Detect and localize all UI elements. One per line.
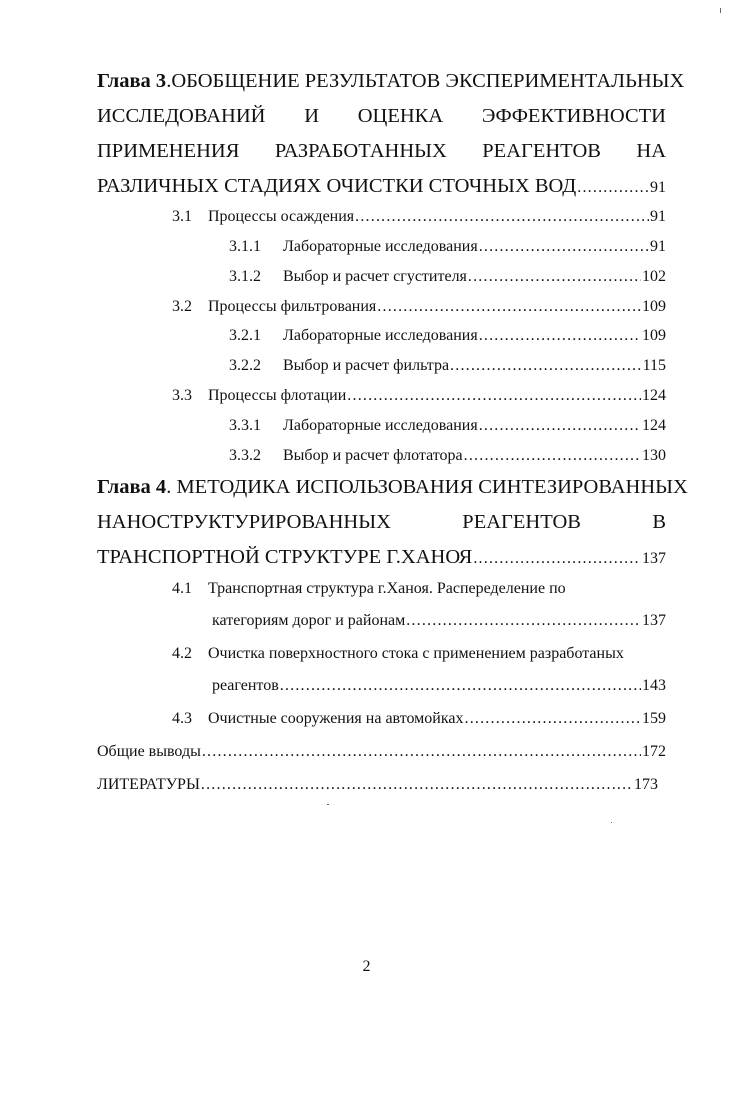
dot-leader <box>201 776 633 794</box>
chapter4-word: В <box>652 511 666 533</box>
chapter3-line4 <box>97 175 666 198</box>
toc-entry-references[interactable] <box>97 776 658 794</box>
toc-title: Транспортная структура г.Ханоя. Распеределение по <box>208 580 566 597</box>
dot-leader <box>479 238 649 256</box>
toc-number: 3.3.2 <box>229 447 261 464</box>
chapter4-title-part3: ТРАНСПОРТНОЙ СТРУКТУРЕ Г.ХАНОЯ <box>97 546 473 568</box>
toc-title: Процессы флотации <box>208 387 347 404</box>
dot-leader <box>464 447 641 465</box>
chapter4-line2 <box>97 511 666 534</box>
dot-leader <box>202 743 641 761</box>
chapter3-prefix: Глава 3 <box>97 70 167 92</box>
chapter3-word: ИССЛЕДОВАНИЙ <box>97 105 266 127</box>
chapter3-line2 <box>97 105 666 128</box>
toc-title: Лабораторные исследования <box>283 327 478 344</box>
toc-title: Очистка поверхностного стока с применением разработаных <box>208 645 624 662</box>
toc-title: Процессы осаждения <box>208 208 355 225</box>
toc-page: 91 <box>650 238 666 255</box>
chapter3-word: РЕАГЕНТОВ <box>482 140 601 162</box>
chapter3-word: ОЦЕНКА <box>357 105 444 127</box>
toc-entry-3-2-2[interactable] <box>229 357 666 375</box>
chapter4-page: 137 <box>642 550 666 567</box>
toc-page: 124 <box>642 387 666 404</box>
toc-entry-3-1-1[interactable] <box>229 238 666 256</box>
dot-leader <box>280 677 641 695</box>
toc-page: 124 <box>642 417 666 434</box>
toc-page: 172 <box>642 743 666 760</box>
toc-title: Лабораторные исследования <box>283 417 478 434</box>
toc-entry-4-3[interactable] <box>172 710 666 728</box>
toc-entry-3-2-1[interactable] <box>229 327 666 345</box>
toc-number: 3.1.2 <box>229 268 261 285</box>
toc-page: 143 <box>642 677 666 694</box>
toc-number: 4.2 <box>172 645 192 662</box>
toc-title: Выбор и расчет флотатора <box>283 447 463 464</box>
toc-entry-4-2-line1[interactable] <box>172 645 624 663</box>
toc-title: Выбор и расчет фильтра <box>283 357 450 374</box>
chapter3-line3 <box>97 140 666 163</box>
toc-title: Общие выводы <box>97 743 201 760</box>
chapter3-word: НА <box>636 140 666 162</box>
chapter3-page: 91 <box>650 179 666 196</box>
toc-entry-4-1-line2[interactable] <box>212 612 666 630</box>
toc-page: 115 <box>642 357 666 374</box>
dot-leader <box>450 357 642 375</box>
dot-leader <box>473 550 641 568</box>
toc-entry-4-2-line2[interactable] <box>212 677 666 695</box>
toc-page: 109 <box>642 298 666 315</box>
chapter3-word: ЭФФЕКТИВНОСТИ <box>481 105 666 127</box>
dot-leader <box>465 710 642 728</box>
dot-leader <box>577 179 649 197</box>
toc-entry-conclusions[interactable] <box>97 743 666 761</box>
dot-leader <box>355 208 649 226</box>
toc-title: Лабораторные исследования <box>283 238 478 255</box>
toc-page: 159 <box>642 710 666 727</box>
toc-entry-3-1-2[interactable] <box>229 268 666 286</box>
toc-number: 3.1 <box>172 208 192 225</box>
toc-number: 4.3 <box>172 710 192 727</box>
toc-page: 173 <box>634 776 658 793</box>
toc-number: 4.1 <box>172 580 192 597</box>
toc-title: Очистные сооружения на автомойках <box>208 710 464 727</box>
toc-page: 137 <box>642 612 666 629</box>
toc-number: 3.2.2 <box>229 357 261 374</box>
chapter4-line1 <box>97 476 688 499</box>
toc-title: Процессы фильтрования <box>208 298 377 315</box>
scan-speck <box>327 804 329 805</box>
scan-speck <box>720 8 721 13</box>
chapter3-word: И <box>304 105 320 127</box>
toc-number: 3.1.1 <box>229 238 261 255</box>
scan-speck <box>611 822 612 823</box>
toc-entry-3-3-1[interactable] <box>229 417 666 435</box>
chapter4-prefix: Глава 4 <box>97 476 167 498</box>
toc-title: реагентов <box>212 677 279 694</box>
toc-page: 102 <box>642 268 666 285</box>
toc-number: 3.2.1 <box>229 327 261 344</box>
dot-leader <box>479 417 641 435</box>
toc-page: 91 <box>650 208 666 225</box>
chapter4-line3 <box>97 546 666 569</box>
chapter3-title-part4: РАЗЛИЧНЫХ СТАДИЯХ ОЧИСТКИ СТОЧНЫХ ВОД <box>97 175 577 197</box>
chapter3-word: ПРИМЕНЕНИЯ <box>97 140 240 162</box>
dot-leader <box>377 298 641 316</box>
toc-number: 3.2 <box>172 298 192 315</box>
chapter3-word: РАЗРАБОТАННЫХ <box>274 140 447 162</box>
toc-page: 130 <box>642 447 666 464</box>
toc-entry-4-1-line1[interactable] <box>172 580 566 598</box>
page-number: 2 <box>362 958 371 975</box>
toc-entry-3-3-2[interactable] <box>229 447 666 465</box>
dot-leader <box>468 268 641 286</box>
dot-leader <box>347 387 641 405</box>
toc-number: 3.3 <box>172 387 192 404</box>
dot-leader <box>406 612 641 630</box>
dot-leader <box>479 327 641 345</box>
toc-entry-3-2[interactable] <box>172 298 666 316</box>
toc-page: 109 <box>642 327 666 344</box>
toc-title: категориям дорог и районам <box>212 612 406 629</box>
chapter3-title-part1: .ОБОБЩЕНИЕ РЕЗУЛЬТАТОВ ЭКСПЕРИМЕНТАЛЬНЫХ <box>166 70 685 92</box>
toc-title: Выбор и расчет сгустителя <box>283 268 467 285</box>
toc-number: 3.3.1 <box>229 417 261 434</box>
toc-title: ЛИТЕРАТУРЫ <box>97 776 200 793</box>
toc-entry-3-3[interactable] <box>172 387 666 405</box>
chapter3-line1 <box>97 70 684 93</box>
chapter4-title-part1: . МЕТОДИКА ИСПОЛЬЗОВАНИЯ СИНТЕЗИРОВАННЫХ <box>166 476 688 498</box>
chapter4-word: РЕАГЕНТОВ <box>462 511 581 533</box>
chapter4-word: НАНОСТРУКТУРИРОВАННЫХ <box>97 511 391 533</box>
toc-entry-3-1[interactable] <box>172 208 666 226</box>
